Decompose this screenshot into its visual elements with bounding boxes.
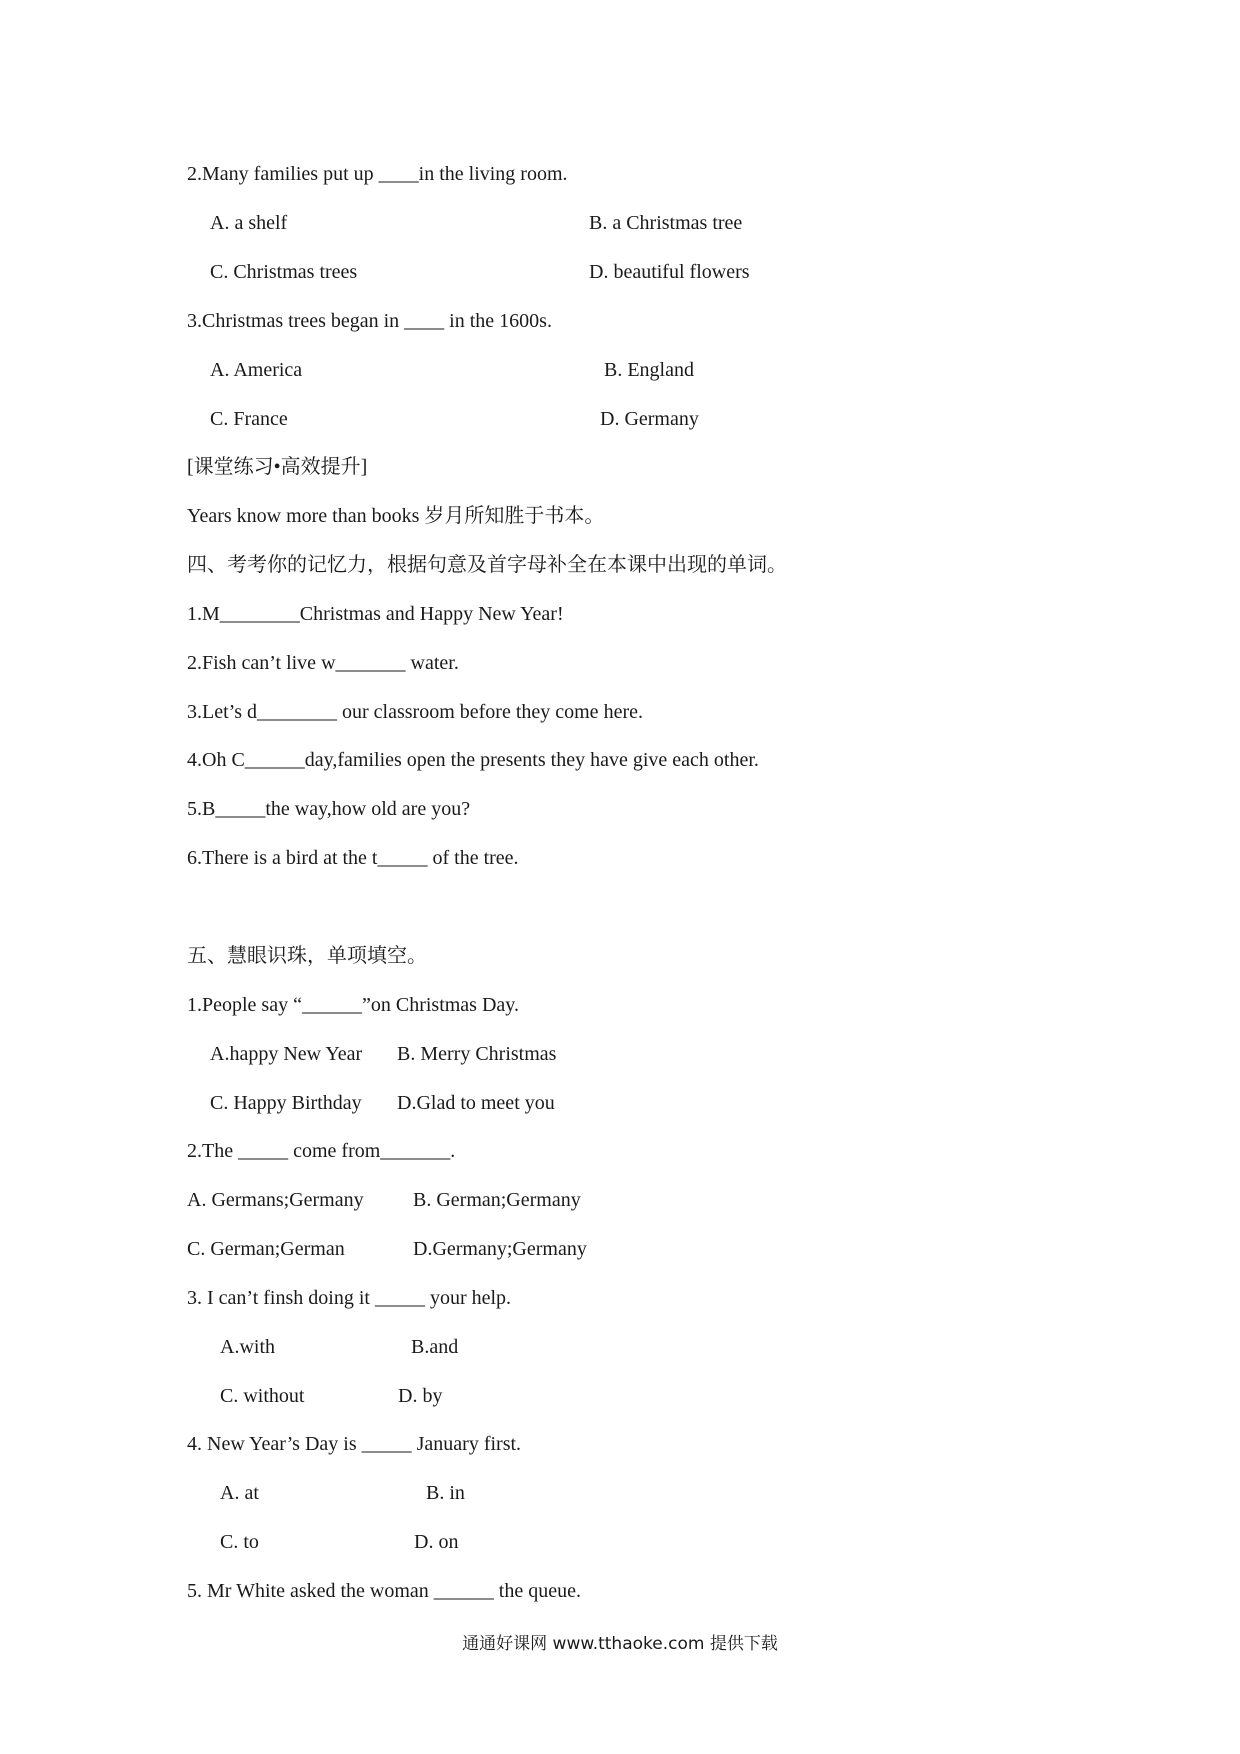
- s5-question-4-option-a: A. at: [220, 1482, 259, 1504]
- s5-question-3-option-d: D. by: [398, 1385, 443, 1407]
- s5-question-4-option-c: C. to: [220, 1531, 259, 1553]
- question-2-option-d: D. beautiful flowers: [589, 261, 750, 283]
- practice-header: [课堂练习•高效提升]: [187, 456, 368, 478]
- question-2-option-c: C. Christmas trees: [210, 261, 358, 283]
- page-footer: 通通好课网 www.tthaoke.com 提供下载: [462, 1634, 778, 1654]
- section-5-title: 五、慧眼识珠，单项填空。: [187, 945, 427, 967]
- s5-question-2-option-c: C. German;German: [187, 1238, 345, 1260]
- question-3-option-a: A. America: [210, 359, 303, 381]
- s5-question-4-option-b: B. in: [426, 1482, 465, 1504]
- s5-question-1-option-d: D.Glad to meet you: [397, 1092, 555, 1114]
- s5-question-2-stem: 2.The _____ come from_______.: [187, 1140, 456, 1162]
- s5-question-2-option-a: A. Germans;Germany: [187, 1189, 364, 1211]
- s5-question-5-stem: 5. Mr White asked the woman ______ the queue.: [187, 1580, 581, 1602]
- question-3-option-c: C. France: [210, 408, 288, 430]
- section-4-title: 四、考考你的记忆力，根据句意及首字母补全在本课中出现的单词。: [187, 554, 787, 576]
- section-4-item-5: 5.B_____the way,how old are you?: [187, 798, 471, 820]
- s5-question-4-stem: 4. New Year’s Day is _____ January first.: [187, 1433, 522, 1455]
- section-4-item-2: 2.Fish can’t live w_______ water.: [187, 652, 459, 674]
- section-4-item-1: 1.M________Christmas and Happy New Year!: [187, 603, 564, 625]
- question-2-stem: 2.Many families put up ____in the living room.: [187, 163, 568, 185]
- question-3-option-b: B. England: [604, 359, 694, 381]
- s5-question-1-option-a: A.happy New Year: [210, 1043, 363, 1065]
- section-4-item-4: 4.Oh C______day,families open the presents they have give each other.: [187, 749, 759, 771]
- s5-question-1-stem: 1.People say “______”on Christmas Day.: [187, 994, 519, 1016]
- section-4-item-6: 6.There is a bird at the t_____ of the tree.: [187, 847, 519, 869]
- s5-question-1-option-b: B. Merry Christmas: [397, 1043, 557, 1065]
- s5-question-3-option-a: A.with: [220, 1336, 275, 1358]
- s5-question-3-option-b: B.and: [411, 1336, 459, 1358]
- question-3-stem: 3.Christmas trees began in ____ in the 1600s.: [187, 310, 552, 332]
- question-2-option-b: B. a Christmas tree: [589, 212, 743, 234]
- s5-question-2-option-b: B. German;Germany: [413, 1189, 581, 1211]
- motto: Years know more than books 岁月所知胜于书本。: [187, 505, 605, 527]
- question-2-option-a: A. a shelf: [210, 212, 288, 234]
- s5-question-2-option-d: D.Germany;Germany: [413, 1238, 587, 1260]
- s5-question-1-option-c: C. Happy Birthday: [210, 1092, 362, 1114]
- s5-question-3-option-c: C. without: [220, 1385, 305, 1407]
- s5-question-4-option-d: D. on: [414, 1531, 459, 1553]
- question-3-option-d: D. Germany: [600, 408, 699, 430]
- s5-question-3-stem: 3. I can’t finsh doing it _____ your help.: [187, 1287, 512, 1309]
- section-4-item-3: 3.Let’s d________ our classroom before they come here.: [187, 701, 643, 723]
